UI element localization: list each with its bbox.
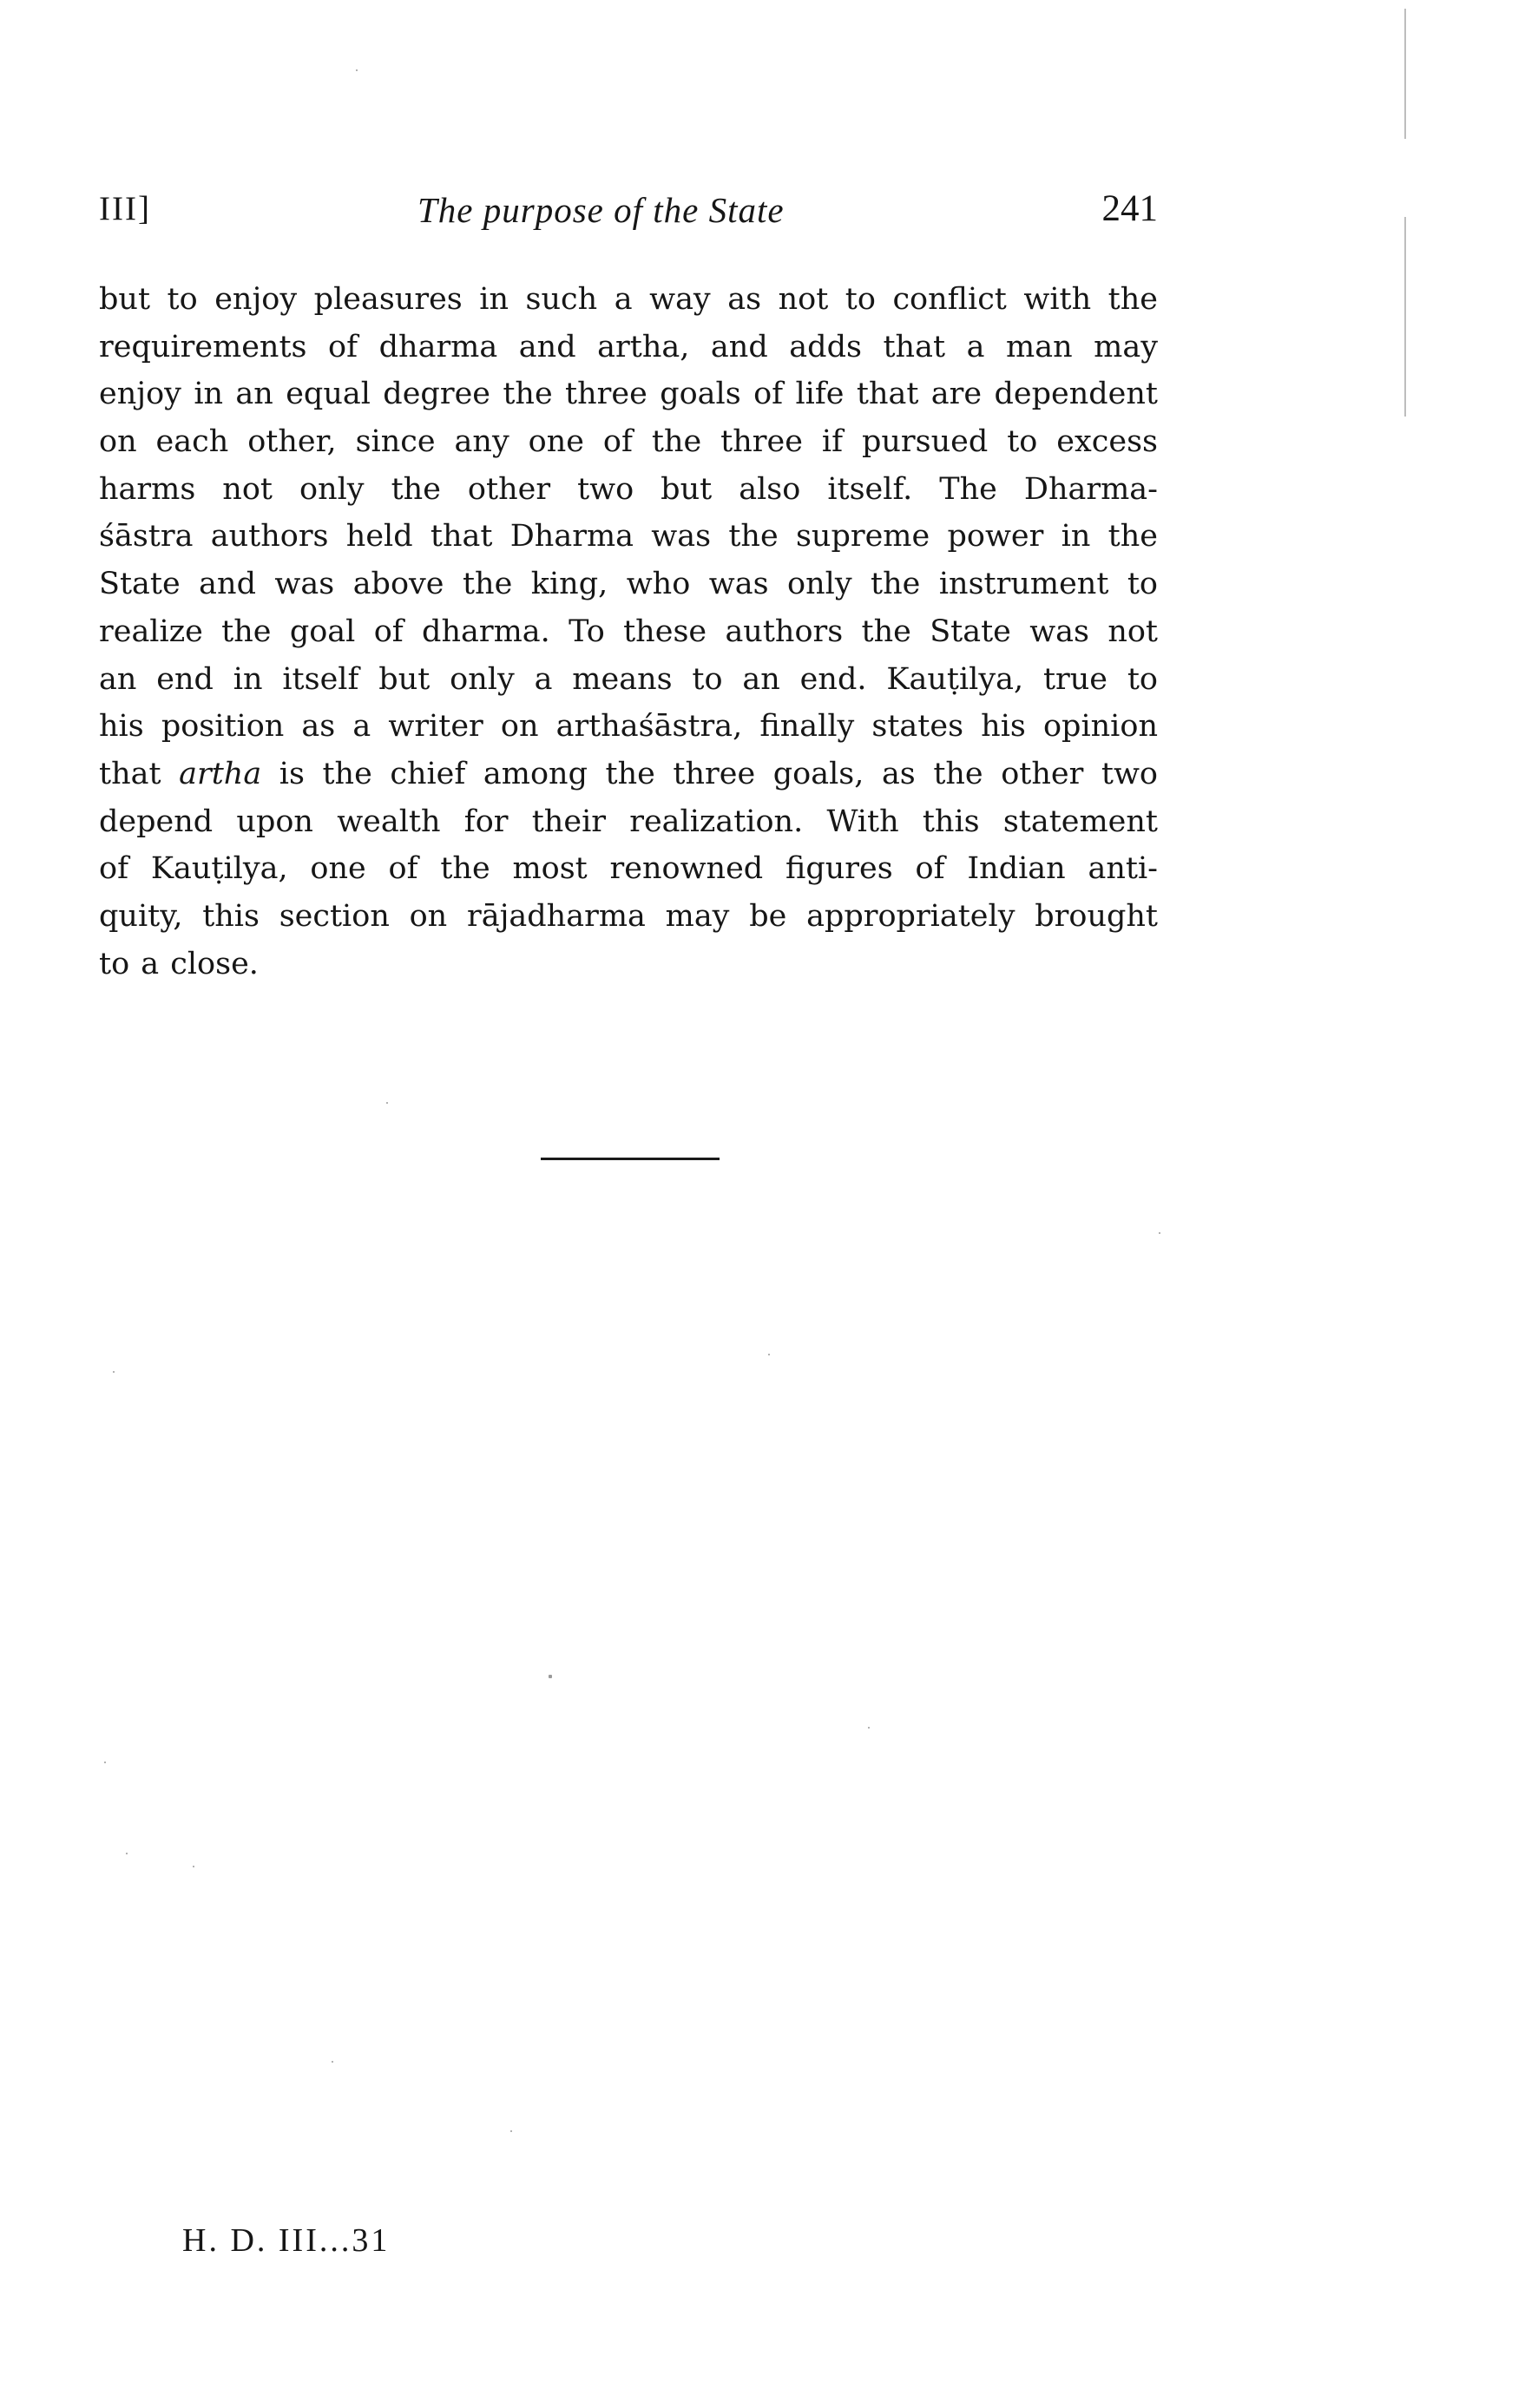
body-paragraph	[99, 276, 1158, 987]
scan-speck	[104, 1762, 106, 1763]
text-line: realize the goal of dharma. To these authors the State was not	[99, 613, 1158, 649]
scan-speck	[332, 2061, 333, 2063]
printer-signature: H. D. III...31	[182, 2222, 391, 2259]
running-header	[99, 189, 1158, 241]
running-title: The purpose of the State	[417, 190, 785, 230]
scan-speck	[768, 1354, 770, 1355]
scan-speck	[1159, 1232, 1160, 1234]
text-fragment: is the chief among the three goals, as the other two	[261, 756, 1158, 791]
text-line: enjoy in an equal degree the three goals of life that are dependent	[99, 377, 1158, 412]
page-number: 241	[1101, 188, 1158, 229]
text-line: depend upon wealth for their realization. With this statement	[99, 804, 1158, 839]
chapter-number: III]	[99, 190, 151, 227]
text-line: but to enjoy pleasures in such a way as not to conflict with the	[99, 282, 1158, 317]
scan-speck	[193, 1866, 194, 1867]
section-divider	[541, 1158, 720, 1160]
text-line: quity, this section on rājadharma may be appropriately brought	[99, 898, 1158, 934]
text-line: on each other, since any one of the three if pursued to excess	[99, 424, 1158, 460]
scan-speck	[356, 69, 358, 71]
scan-speck	[549, 1675, 552, 1678]
text-line: his position as a writer on arthaśāstra, finally states his opinion	[99, 709, 1158, 745]
text-fragment: that	[99, 756, 180, 791]
text-line: an end in itself but only a means to an end. Kauṭilya, true to	[99, 661, 1158, 697]
scan-speck	[386, 1102, 388, 1104]
text-line	[99, 751, 1158, 798]
scan-speck	[510, 2130, 512, 2132]
scan-speck	[126, 1853, 128, 1854]
scan-speck	[868, 1727, 870, 1729]
scan-edge-mark	[1404, 9, 1406, 139]
text-line: State and was above the king, who was only the instrument to	[99, 567, 1158, 602]
scan-speck	[113, 1371, 115, 1373]
text-line: śāstra authors held that Dharma was the supreme power in the	[99, 519, 1158, 554]
text-line: harms not only the other two but also itself. The Dharma-	[99, 471, 1158, 507]
text-line: of Kauṭilya, one of the most renowned figures of Indian anti-	[99, 851, 1158, 887]
text-line: requirements of dharma and artha, and adds that a man may	[99, 329, 1158, 364]
italic-term: artha	[179, 756, 262, 791]
scan-edge-mark	[1404, 217, 1406, 417]
text-line: to a close.	[99, 946, 259, 981]
